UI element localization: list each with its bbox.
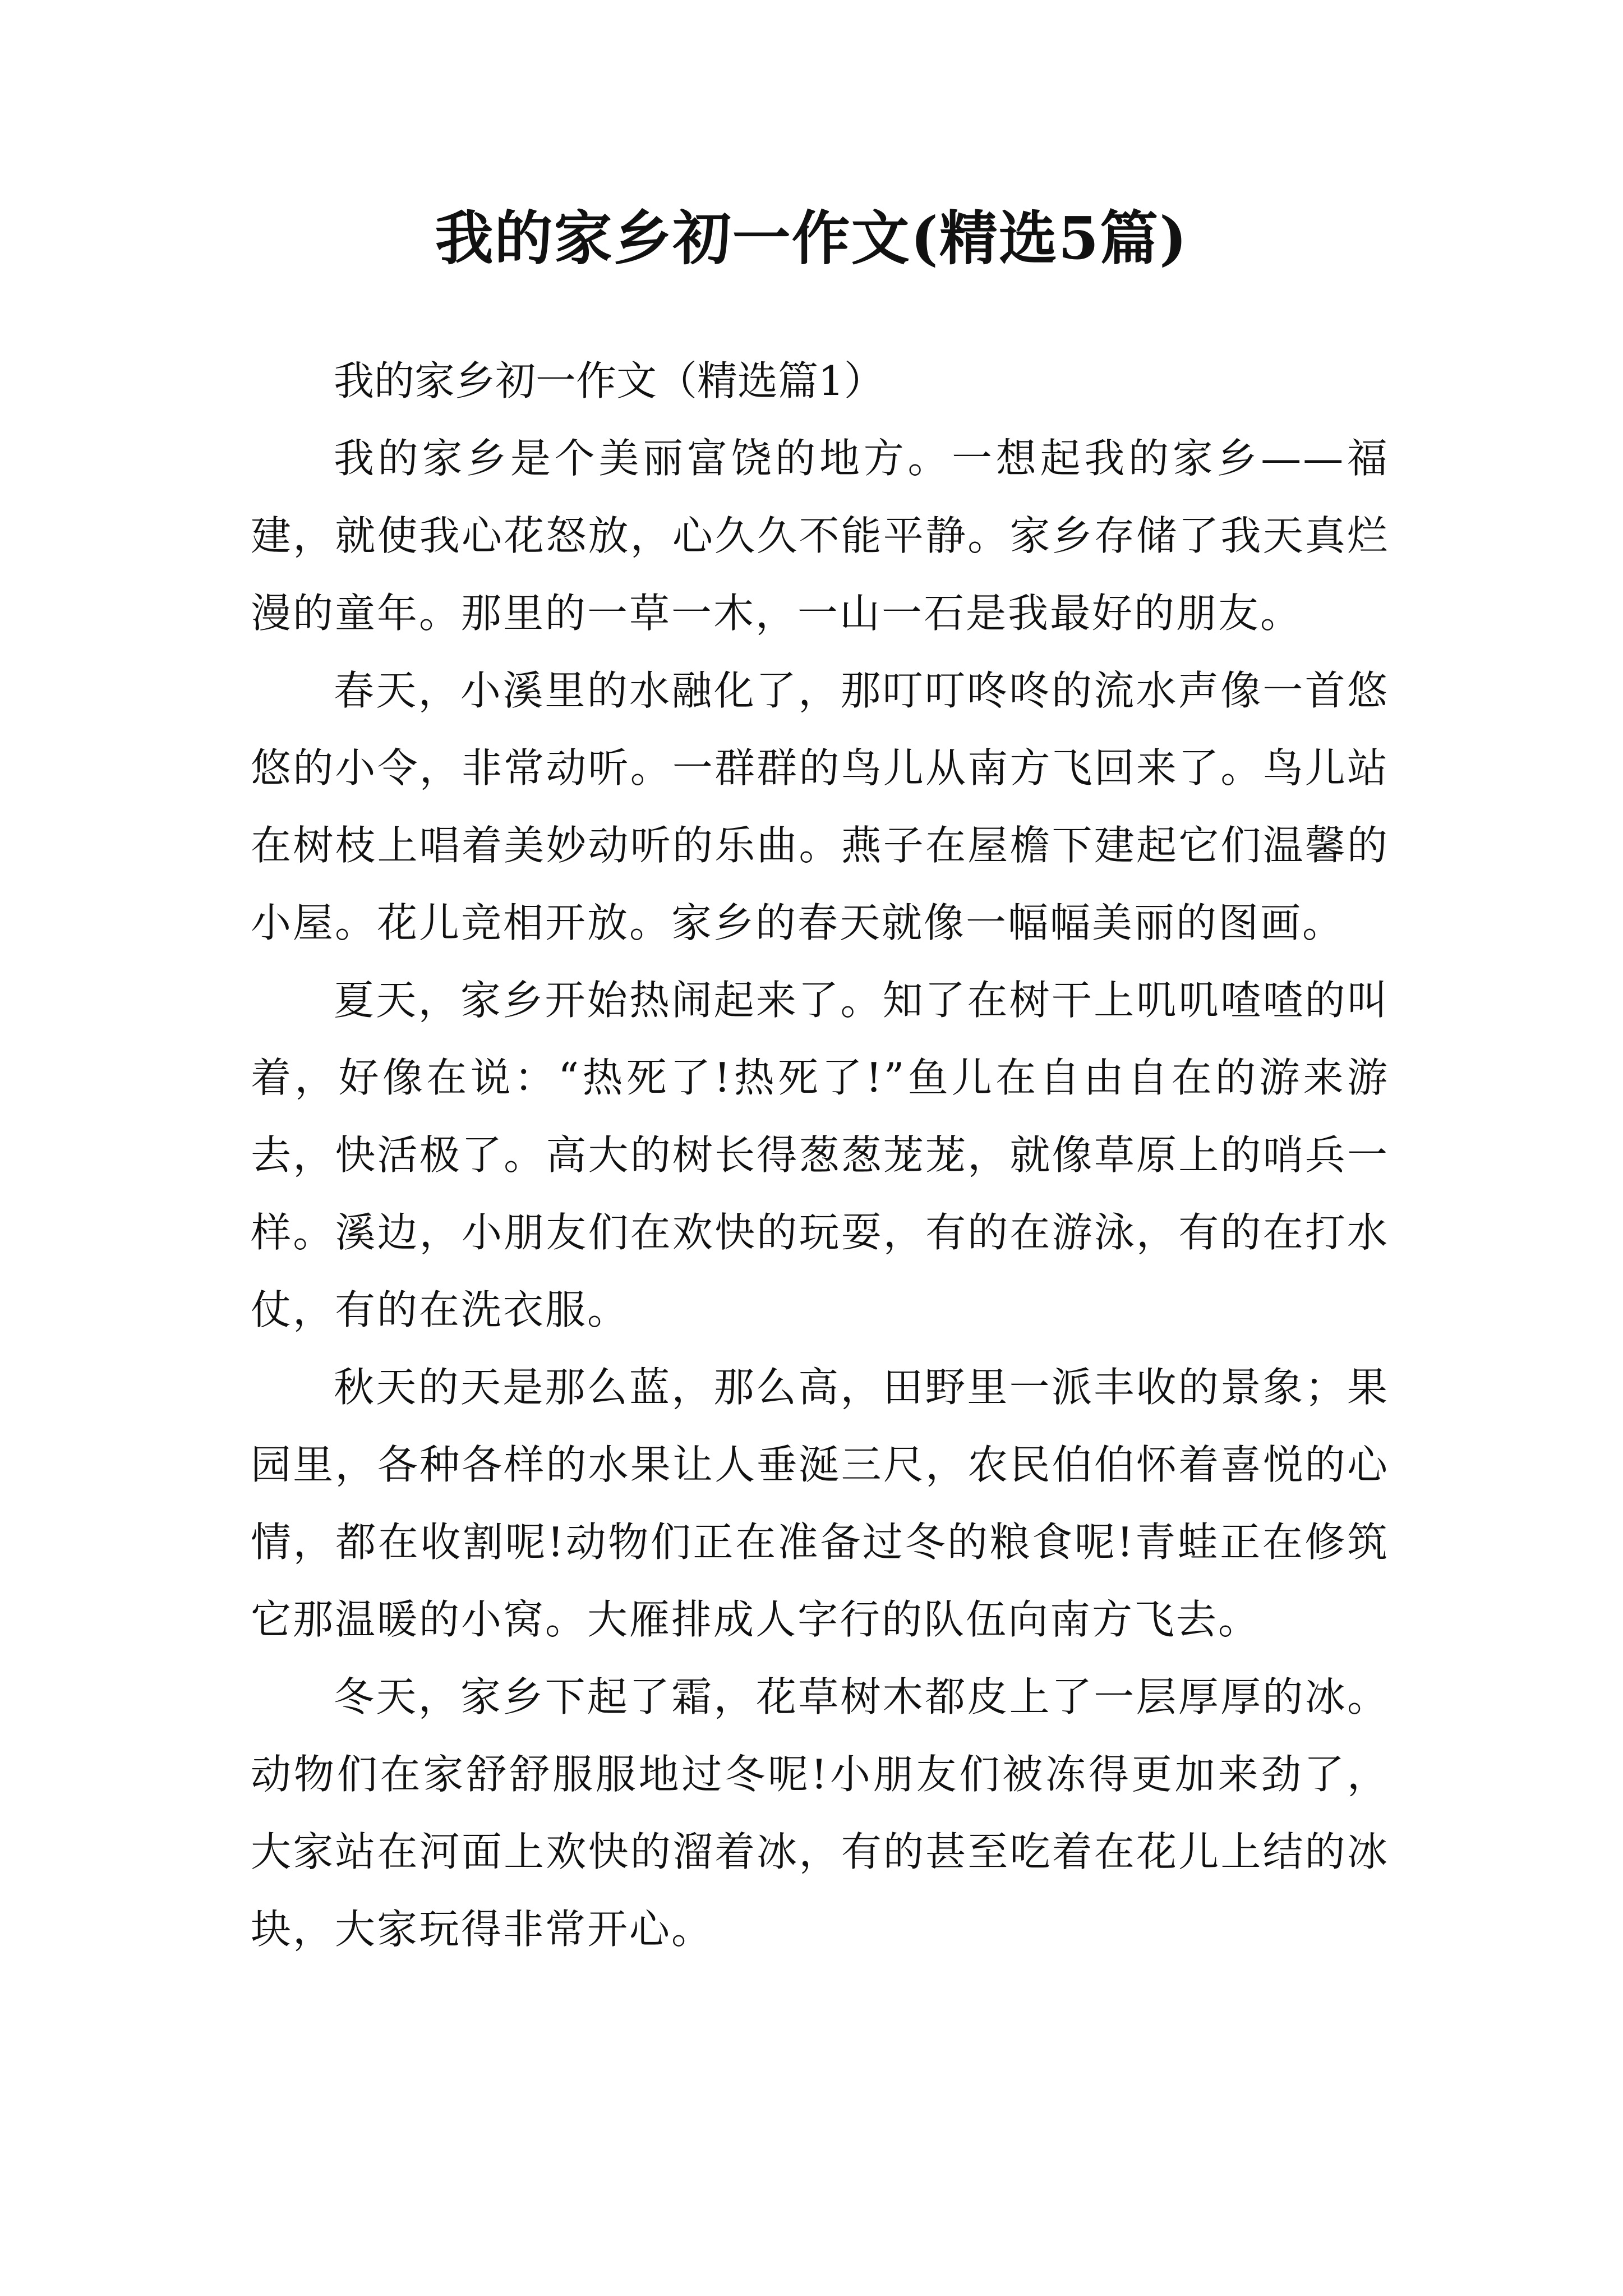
- document-body: [251, 342, 1389, 1968]
- paragraph-summer: 夏天，家乡开始热闹起来了。知了在树干上叽叽喳喳的叫着，好像在说：“热死了!热死了!”鱼儿在自由自在的游来游去，快活极了。高大的树长得葱葱茏茏，就像草原上的哨兵一样。溪边，小朋友们在欢快的玩耍，有的在游泳，有的在打水仗，有的在洗衣服。: [251, 977, 1389, 1333]
- paragraph-spring: 春天，小溪里的水融化了，那叮叮咚咚的流水声像一首悠悠的小令，非常动听。一群群的鸟儿从南方飞回来了。鸟儿站在树枝上唱着美妙动听的乐曲。燕子在屋檐下建起它们温馨的小屋。花儿竞相开放。家乡的春天就像一幅幅美丽的图画。: [251, 667, 1389, 946]
- paragraph-autumn: 秋天的天是那么蓝，那么高，田野里一派丰收的景象；果园里，各种各样的水果让人垂涎三尺，农民伯伯怀着喜悦的心情，都在收割呢!动物们正在准备过冬的粮食呢!青蛙正在修筑它那温暖的小窝。大雁排成人字行的队伍向南方飞去。: [251, 1364, 1389, 1643]
- paragraph-intro: 我的家乡是个美丽富饶的地方。一想起我的家乡——福建，就使我心花怒放，心久久不能平静。家乡存储了我天真烂漫的童年。那里的一草一木，一山一石是我最好的朋友。: [251, 435, 1389, 637]
- section-heading: 我的家乡初一作文（精选篇1）: [334, 357, 884, 404]
- paragraph-winter: 冬天，家乡下起了霜，花草树木都皮上了一层厚厚的冰。动物们在家舒舒服服地过冬呢!小朋友们被冻得更加来劲了，大家站在河面上欢快的溜着冰，有的甚至吃着在花儿上结的冰块，大家玩得非常开心。: [251, 1673, 1389, 1953]
- document-title: 我的家乡初一作文(精选5篇): [435, 204, 1188, 273]
